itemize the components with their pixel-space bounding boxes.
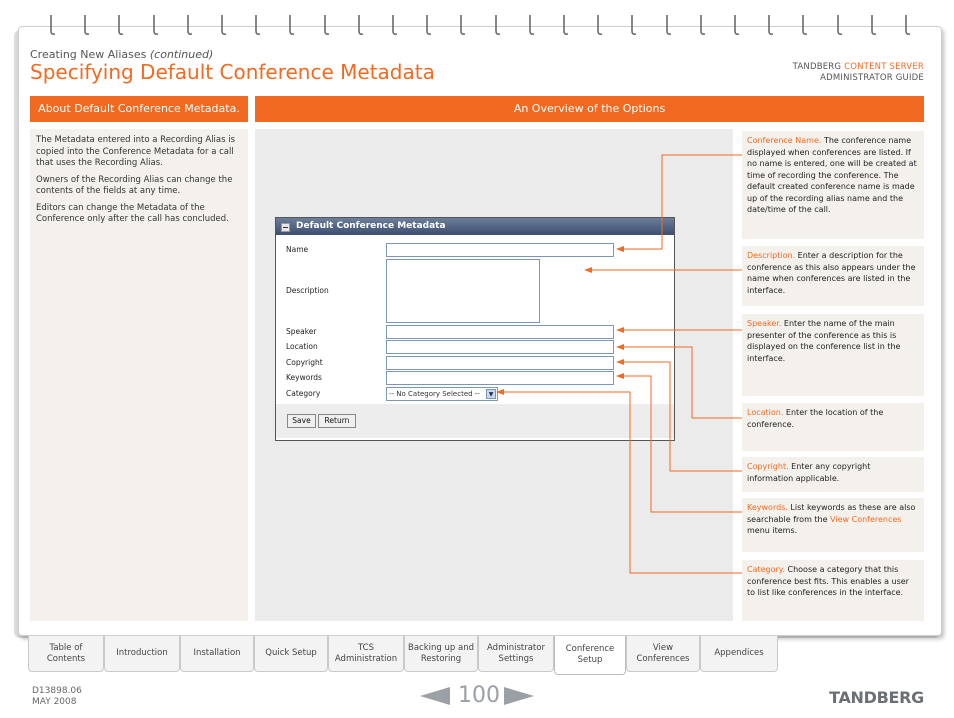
dialog-title: Default Conference Metadata: [296, 221, 446, 231]
note-term: Conference Name.: [747, 136, 822, 145]
note-term: Keywords.: [747, 503, 788, 512]
binder-ring-icon: [48, 14, 54, 36]
tab-label-line2: Administration: [334, 653, 398, 664]
note-text: Enter the name of the main presenter of the conference as this is displayed on the conference list in the interface.: [747, 319, 901, 363]
keywords-label: Keywords: [286, 373, 322, 382]
name-label: Name: [286, 245, 309, 254]
tab-label-line1: Backing up and: [408, 642, 474, 653]
document-id: [32, 686, 82, 708]
note-text: Enter the location of the conference.: [747, 408, 884, 429]
description-textarea[interactable]: [386, 259, 540, 323]
tab-label-line2: Contents: [46, 653, 86, 664]
tab-label-line1: Installation: [193, 648, 241, 658]
binder-ring-icon: [527, 14, 533, 36]
chevron-down-icon[interactable]: ▼: [486, 389, 496, 399]
tab-view-conferences[interactable]: [626, 636, 700, 672]
left-section-heading: About Default Conference Metadata.: [30, 96, 248, 122]
binder-ring-icon: [185, 14, 191, 36]
note-term: Copyright.: [747, 462, 789, 471]
location-label: Location: [286, 342, 318, 351]
binder-ring-icon: [869, 14, 875, 36]
page-number: 100: [458, 683, 500, 708]
tab-conference-setup[interactable]: [554, 636, 626, 675]
right-section-heading: An Overview of the Options: [255, 96, 924, 122]
tab-administrator-settings[interactable]: [478, 636, 554, 672]
next-page-arrow-icon: [504, 687, 534, 705]
note-speaker: [742, 314, 924, 396]
name-input[interactable]: [386, 243, 614, 257]
brand-prefix: TANDBERG: [792, 62, 842, 72]
note-term: Category.: [747, 565, 785, 574]
note-keywords: [742, 498, 924, 552]
note-text: List keywords as these are also searchable from the: [747, 503, 916, 524]
tab-label-line2: Conferences: [636, 653, 690, 664]
category-label: Category: [286, 389, 321, 398]
save-button[interactable]: Save: [287, 414, 316, 428]
about-paragraph: Editors can change the Metadata of the Conference only after the call has concluded.: [36, 202, 229, 224]
binder-ring-icon: [82, 14, 88, 36]
binder-ring-icon: [698, 14, 704, 36]
note-term: Location.: [747, 408, 784, 417]
breadcrumb-suffix: (continued): [149, 48, 214, 61]
binder-ring-icon: [766, 14, 772, 36]
tab-quick-setup[interactable]: [254, 636, 328, 672]
doc-date: MAY 2008: [32, 697, 77, 707]
brand-header: [793, 62, 924, 84]
binder-ring-icon: [356, 14, 362, 36]
binder-ring-icon: [219, 14, 225, 36]
note-conference-name: [742, 131, 924, 239]
tab-label-line2: Setup: [577, 655, 603, 665]
tab-label-line1: View: [652, 642, 674, 653]
tab-label-line1: Introduction: [116, 648, 168, 658]
note-copyright: [742, 457, 924, 492]
copyright-input[interactable]: [386, 356, 614, 370]
binder-ring-icon: [800, 14, 806, 36]
tab-label-line1: Quick Setup: [265, 648, 317, 658]
binder-ring-icon: [390, 14, 396, 36]
tab-label-line2: Settings: [498, 653, 534, 664]
note-text: Enter a description for the conference as this also appears under the name when conferences are listed in the interface.: [747, 251, 916, 295]
description-label: Description: [286, 286, 329, 295]
binder-ring-icon: [629, 14, 635, 36]
tab-label-line1: Appendices: [714, 648, 764, 658]
dialog-title-bar: [276, 218, 674, 235]
tab-introduction[interactable]: [104, 636, 180, 672]
about-panel: [30, 129, 248, 621]
category-select[interactable]: [386, 387, 498, 401]
tab-label-line1: Administrator: [487, 642, 545, 653]
binder-ring-icon: [322, 14, 328, 36]
keywords-input[interactable]: [386, 371, 614, 385]
category-value: -- No Category Selected --: [389, 390, 480, 398]
tandberg-logo: TANDBERG: [829, 688, 924, 707]
note-text: Choose a category that this conference best fits. This enables a user to list like conferences in the interface.: [747, 565, 909, 597]
tab-backing-up[interactable]: [404, 636, 478, 672]
breadcrumb-text: Creating New Aliases: [30, 48, 147, 61]
tab-label-line2: Restoring: [420, 653, 462, 664]
speaker-label: Speaker: [286, 327, 317, 336]
about-paragraph: Owners of the Recording Alias can change the contents of the fields at any time.: [36, 174, 233, 196]
binder-ring-icon: [595, 14, 601, 36]
tab-label-line1: TCS: [357, 642, 374, 653]
tab-label-line1: Table of: [49, 642, 83, 653]
brand-product: CONTENT SERVER: [844, 62, 924, 72]
binder-ring-icon: [903, 14, 909, 36]
binder-ring-icon: [664, 14, 670, 36]
binder-ring-icon: [287, 14, 293, 36]
metadata-dialog: [275, 217, 675, 441]
note-term: Speaker.: [747, 319, 782, 328]
view-conferences-link[interactable]: View Conferences: [830, 514, 902, 524]
binder-ring-icon: [116, 14, 122, 36]
binder-ring-icon: [458, 14, 464, 36]
tab-tcs-administration[interactable]: [328, 636, 404, 672]
tab-installation[interactable]: [180, 636, 254, 672]
prev-page-arrow-icon: [420, 687, 450, 705]
doc-id-text: D13898.06: [32, 686, 82, 696]
return-button[interactable]: Return: [318, 414, 356, 428]
page-title: Specifying Default Conference Metadata: [30, 60, 435, 84]
tab-appendices[interactable]: [700, 636, 778, 672]
binder-ring-icon: [561, 14, 567, 36]
location-input[interactable]: [386, 340, 614, 354]
note-text: menu items.: [747, 526, 798, 535]
binder-ring-icon: [493, 14, 499, 36]
binder-ring-icon: [151, 14, 157, 36]
pager: [420, 684, 540, 712]
about-paragraph: The Metadata entered into a Recording Alias is copied into the Conference Metadata for a call that uses the Recording Alias.: [36, 135, 236, 168]
tab-label-line1: Conference: [565, 644, 615, 654]
note-category: [742, 560, 924, 621]
speaker-input[interactable]: [386, 325, 614, 339]
tab-table-of-contents[interactable]: [28, 636, 104, 672]
binder-ring-icon: [835, 14, 841, 36]
collapse-icon[interactable]: [281, 223, 290, 232]
note-location: [742, 403, 924, 451]
note-text: Enter any copyright information applicable.: [747, 462, 871, 483]
binder-ring-icon: [253, 14, 259, 36]
note-text: The conference name displayed when conferences are listed. If no name is entered, one will be created at time of recording the conference. The default created conference name is made up of the recording alias name and the date/time of the call.: [747, 136, 917, 214]
binder-ring-icon: [732, 14, 738, 36]
brand-guide: ADMINISTRATOR GUIDE: [820, 73, 924, 83]
binder-ring-icon: [424, 14, 430, 36]
copyright-label: Copyright: [286, 358, 323, 367]
note-term: Description.: [747, 251, 796, 260]
note-description: [742, 246, 924, 306]
